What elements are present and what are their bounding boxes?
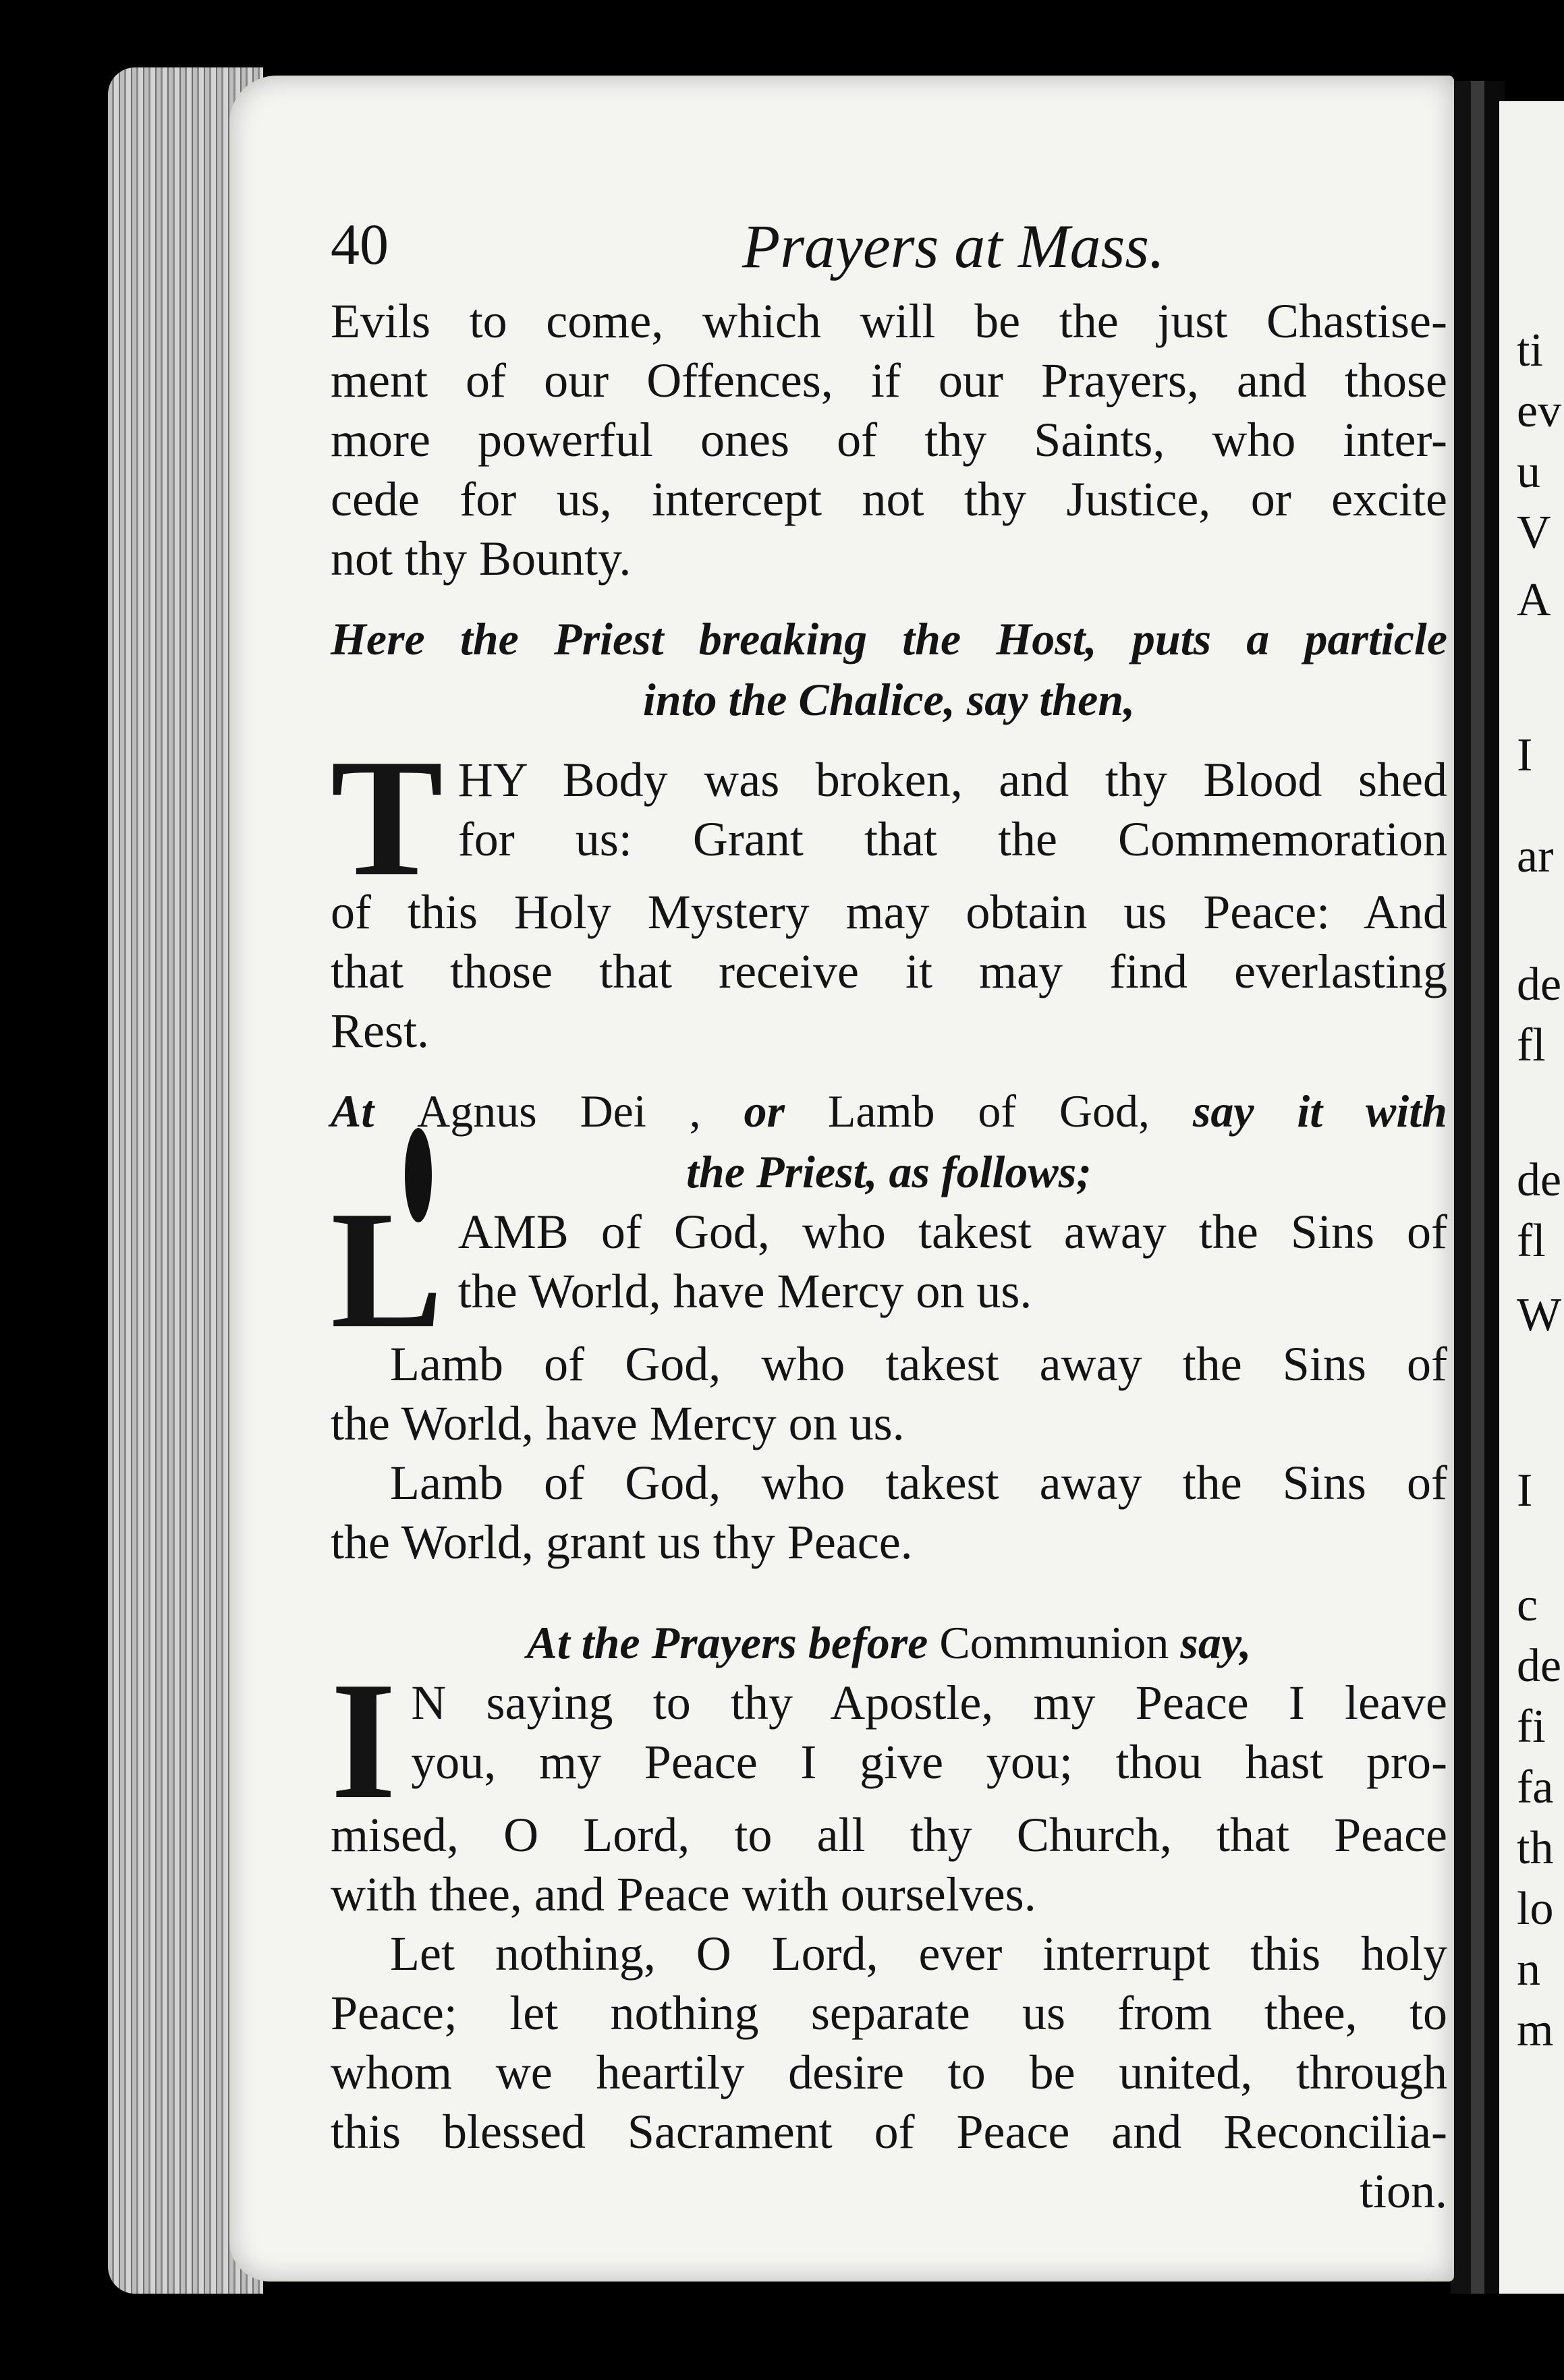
page-header bbox=[331, 210, 1447, 291]
text-line: the World, have Mercy on us. bbox=[457, 1264, 1032, 1318]
rubric-line: Here the Priest breaking the Host, puts a particle bbox=[331, 613, 1447, 664]
text-line: for us: Grant that the Commemoration bbox=[457, 812, 1447, 866]
text-line: of this Holy Mystery may obtain us Peace: And bbox=[331, 885, 1447, 939]
text-line: cede for us, intercept not thy Justice, or excite bbox=[331, 472, 1447, 526]
facing-page-fragment: V bbox=[1517, 507, 1551, 559]
page-content bbox=[331, 210, 1447, 2221]
paragraph-thy-body bbox=[331, 725, 1447, 1060]
facing-page-fragment: n bbox=[1517, 1944, 1540, 1995]
text-line: the World, grant us thy Peace. bbox=[331, 1515, 913, 1569]
facing-page-fragment: ti bbox=[1517, 324, 1543, 376]
rubric-part: or bbox=[744, 1085, 828, 1137]
text-line: this blessed Sacrament of Peace and Reconcilia- bbox=[331, 2105, 1447, 2159]
paragraph-evils bbox=[331, 291, 1447, 588]
drop-cap: L bbox=[331, 1177, 443, 1363]
rubric-part: Communion bbox=[939, 1617, 1181, 1668]
facing-page-fragment: ev bbox=[1517, 385, 1562, 437]
text-line: Lamb of God, who takest away the Sins of bbox=[390, 1337, 1447, 1391]
catchword: tion. bbox=[1359, 2164, 1447, 2218]
drop-cap: I bbox=[331, 1647, 397, 1834]
rubric-part: Lamb of God, bbox=[827, 1085, 1193, 1137]
text-line: N saying to thy Apostle, my Peace I leave bbox=[411, 1676, 1447, 1730]
rubric-before-communion bbox=[331, 1612, 1447, 1673]
text-line: Rest. bbox=[331, 1004, 430, 1058]
text-line: more powerful ones of thy Saints, who inter- bbox=[331, 413, 1447, 467]
facing-page-fragment: fl bbox=[1517, 1215, 1546, 1267]
facing-page-fragment: I bbox=[1517, 1465, 1533, 1517]
text-line: the World, have Mercy on us. bbox=[331, 1396, 905, 1450]
facing-page-fragment: m bbox=[1517, 2004, 1554, 2056]
text-line: HY Body was broken, and thy Blood shed bbox=[457, 753, 1447, 807]
text-line: not thy Bounty. bbox=[331, 532, 632, 586]
text-line: with thee, and Peace with ourselves. bbox=[331, 1867, 1036, 1921]
book-gutter bbox=[1451, 81, 1505, 2294]
running-title: Prayers at Mass. bbox=[742, 212, 1165, 281]
rubric-line: the Priest, as follows; bbox=[686, 1146, 1092, 1197]
facing-page-fragment: fa bbox=[1517, 1761, 1554, 1813]
facing-page-fragment: ar bbox=[1517, 830, 1554, 882]
facing-page-fragment: de bbox=[1517, 1154, 1562, 1206]
text-line: Let nothing, O Lord, ever interrupt this holy bbox=[390, 1927, 1447, 1981]
paragraph-peace bbox=[331, 1647, 1447, 2221]
facing-page-fragment: u bbox=[1517, 446, 1540, 498]
facing-page-fragment: de bbox=[1517, 1640, 1562, 1692]
facing-page-fragment: de bbox=[1517, 959, 1562, 1011]
rubric-part: At the Prayers before bbox=[526, 1617, 940, 1668]
text-line: that those that receive it may find everlasting bbox=[331, 944, 1447, 998]
rubric-line bbox=[331, 1081, 1447, 1141]
rubric-part: say it with bbox=[1192, 1085, 1447, 1137]
page-number: 40 bbox=[331, 212, 389, 277]
facing-page-fragment: c bbox=[1517, 1579, 1538, 1631]
rubric-part: Agnus Dei , bbox=[417, 1085, 744, 1137]
text-line: Peace; let nothing separate us from thee, to bbox=[331, 1986, 1447, 2040]
rubric-part: say, bbox=[1180, 1617, 1252, 1668]
text-line: Lamb of God, who takest away the Sins of bbox=[390, 1456, 1447, 1510]
text-line: you, my Peace I give you; thou hast pro- bbox=[411, 1735, 1447, 1789]
facing-page-fragment: W bbox=[1517, 1289, 1562, 1341]
book-page bbox=[229, 76, 1454, 2282]
facing-page-fragment: A bbox=[1517, 574, 1551, 626]
paragraph-lamb-of-god bbox=[331, 1177, 1447, 1572]
rubric-line: into the Chalice, say then, bbox=[642, 674, 1136, 725]
facing-page-fragment: fl bbox=[1517, 1019, 1546, 1071]
facing-page-fragment: fi bbox=[1517, 1701, 1546, 1753]
facing-page-fragment: lo bbox=[1517, 1883, 1554, 1935]
facing-page-fragment: th bbox=[1517, 1822, 1554, 1874]
rubric-breaking-host bbox=[331, 608, 1447, 730]
text-line: mised, O Lord, to all thy Church, that Peace bbox=[331, 1808, 1447, 1862]
text-line: ment of our Offences, if our Prayers, and those bbox=[331, 353, 1447, 407]
drop-cap: T bbox=[331, 725, 443, 911]
text-line: AMB of God, who takest away the Sins of bbox=[457, 1205, 1447, 1259]
facing-page bbox=[1499, 101, 1564, 2294]
text-line: whom we heartily desire to be united, through bbox=[331, 2045, 1447, 2099]
rubric-part: At bbox=[331, 1085, 418, 1137]
facing-page-fragment: I bbox=[1517, 729, 1533, 781]
text-line: Evils to come, which will be the just Chastise- bbox=[331, 294, 1447, 348]
rubric-agnus-dei bbox=[331, 1081, 1447, 1202]
